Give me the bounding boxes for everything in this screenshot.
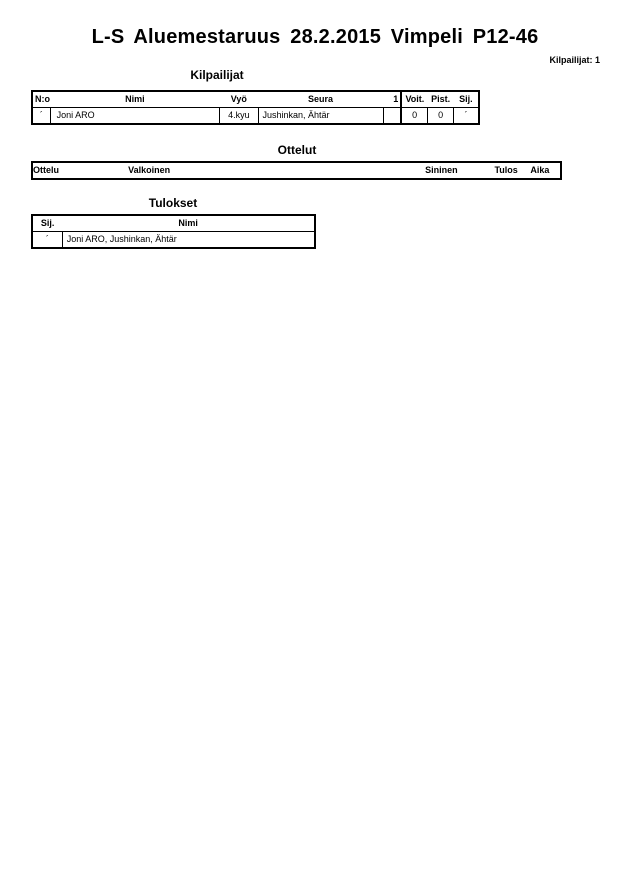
participants-header-row [32,91,479,108]
cell-place: ´ [32,232,62,249]
table-row [32,232,315,249]
col-white: Valkoinen [128,165,171,175]
col-name: Nimi [125,94,145,104]
cell-club: Jushinkan, Ähtär [258,108,383,125]
col-blue: Sininen [425,165,458,175]
cell-place: ´ [464,110,468,120]
participants-section-title: Kilpailijat [190,68,244,82]
cell-round-1 [383,108,401,125]
col-club: Seura [308,94,334,104]
col-wins: Voit. [405,94,425,104]
participants-count: Kilpailijat: 1 [549,55,600,65]
matches-header-row [32,162,561,179]
page-title: L-S Aluemestaruus 28.2.2015 Vimpeli P12-46 [91,26,539,48]
col-result: Tulos [494,165,518,175]
col-round-1: 1 [383,91,401,108]
cell-no: ´ [32,108,50,125]
table-row [32,108,479,125]
col-belt: Vyö [230,94,247,104]
col-points: Pist. [431,94,451,104]
results-table [31,214,316,249]
col-place: Sij. [459,94,473,104]
results-section-title: Tulokset [148,196,198,210]
matches-table [31,161,562,180]
col-place: Sij. [40,218,55,228]
matches-section-title: Ottelut [277,143,317,157]
cell-wins: 0 [401,108,427,125]
col-time: Aika [530,165,550,175]
results-header-row [32,215,315,232]
participants-table [31,90,480,125]
col-no: N:o [35,94,50,104]
cell-name: Joni ARO, Jushinkan, Ähtär [66,234,177,244]
cell-name: Joni ARO [50,108,220,125]
cell-belt: 4.kyu [220,108,258,125]
col-match: Ottelu [33,165,59,175]
col-name: Nimi [178,218,198,228]
cell-points: 0 [428,108,454,125]
